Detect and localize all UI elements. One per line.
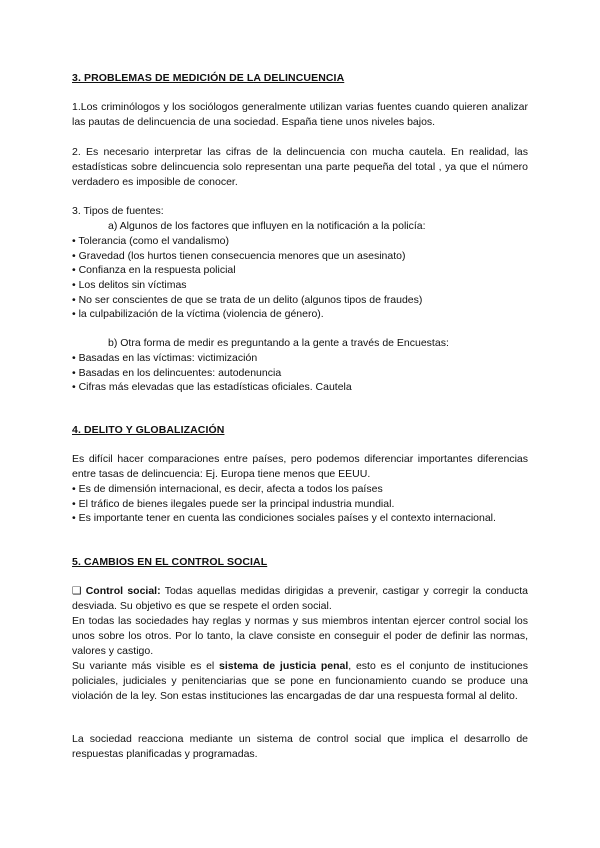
- sources-title: 3. Tipos de fuentes:: [72, 205, 164, 217]
- justicia-penal-term: sistema de justicia penal: [219, 660, 349, 672]
- list-item: • Los delitos sin víctimas: [72, 279, 187, 291]
- list-item: • El tráfico de bienes ilegales puede ser la principal industria mundial.: [72, 498, 395, 510]
- section-4-paragraph: Es difícil hacer comparaciones entre países, pero podemos diferenciar importantes diferencias entre tasas de delincuencia: Ej. Europa tiene menos que EEUU.: [72, 453, 528, 480]
- section-4-heading: 4. DELITO Y GLOBALIZACIÓN: [72, 424, 225, 436]
- control-social-term: Control social:: [85, 585, 161, 597]
- section-3-heading: 3. PROBLEMAS DE MEDICIÓN DE LA DELINCUENCIA: [72, 72, 345, 84]
- list-item: • No ser conscientes de que se trata de un delito (algunos tipos de fraudes): [72, 294, 423, 306]
- final-paragraph: La sociedad reacciona mediante un sistema de control social que implica el desarrollo de respuestas planificadas y programadas.: [72, 733, 528, 760]
- list-item: • Gravedad (los hurtos tienen consecuencia menores que un asesinato): [72, 250, 406, 262]
- list-item: • la culpabilización de la víctima (violencia de género).: [72, 308, 324, 320]
- normas-paragraph: En todas las sociedades hay reglas y normas y sus miembros intentan ejercer control social los unos sobre los otros. Por lo tanto, la clave consiste en conseguir el poder de definir las normas, valores y castigo.: [72, 615, 528, 657]
- list-item: • Es de dimensión internacional, es decir, afecta a todos los países: [72, 483, 383, 495]
- control-social-text: Todas aquellas medidas dirigidas a prevenir, castigar y corregir la conducta desviada. Su objetivo es que se respete el orden social.: [72, 585, 528, 612]
- list-item: • Es importante tener en cuenta las condiciones sociales países y el contexto internacional.: [72, 512, 496, 524]
- list-item: • Cifras más elevadas que las estadísticas oficiales. Cautela: [72, 381, 352, 393]
- sources-subheading-a: a) Algunos de los factores que influyen en la notificación a la policía:: [108, 220, 426, 232]
- list-item: • Tolerancia (como el vandalismo): [72, 235, 229, 247]
- control-social-definition: [72, 584, 528, 614]
- list-item: • Confianza en la respuesta policial: [72, 264, 236, 276]
- variante-intro: Su variante más visible es el: [72, 660, 220, 672]
- list-item: • Basadas en las víctimas: victimización: [72, 352, 258, 364]
- section-3-paragraph-1: 1.Los criminólogos y los sociólogos generalmente utilizan varias fuentes cuando quieren analizar las pautas de delincuencia de una sociedad. España tiene unos niveles bajos.: [72, 101, 528, 128]
- justicia-penal-paragraph: [72, 659, 528, 704]
- sources-subheading-b: b) Otra forma de medir es preguntando a la gente a través de Encuestas:: [108, 337, 449, 349]
- section-3-paragraph-2: 2. Es necesario interpretar las cifras de la delincuencia con mucha cautela. En realidad, las estadísticas sobre delincuencia solo representan una parte pequeña del total , ya que el número verdadero es imposible de conocer.: [72, 146, 528, 188]
- checkbox-bullet-icon: ❑: [72, 585, 82, 597]
- variante-description: , esto es el conjunto de instituciones policiales, judiciales y penitenciarias que se pone en funcionamiento cuando se produce una violación de la ley. Son estas instituciones las encargadas de dar una respuesta formal al delito.: [72, 660, 529, 702]
- list-item: • Basadas en los delincuentes: autodenuncia: [72, 367, 282, 379]
- section-5-heading: 5. CAMBIOS EN EL CONTROL SOCIAL: [72, 556, 268, 568]
